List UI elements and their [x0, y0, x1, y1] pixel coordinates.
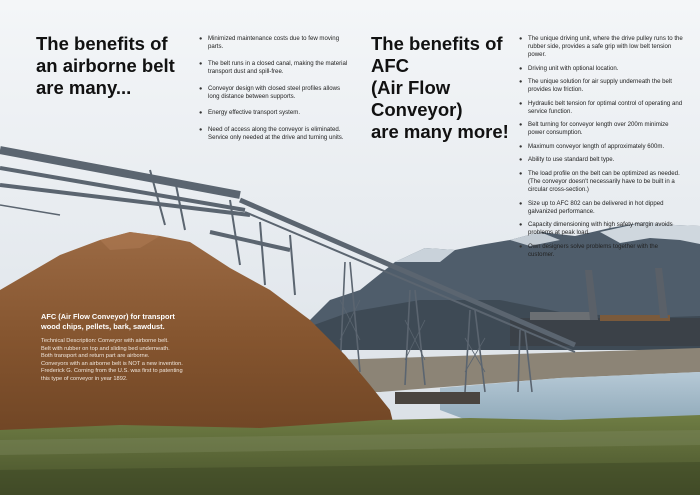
list-item: ● Hydraulic belt tension for optimal control of operating and service function. [519, 100, 684, 116]
caption-title-line: AFC (Air Flow Conveyor) for transport [41, 312, 175, 321]
caption-title-line: wood chips, pellets, bark, sawdust. [41, 322, 165, 331]
caption-title [41, 312, 241, 332]
caption-body-line: Technical Description: Conveyor with airborne belt. [41, 338, 169, 344]
list-item: ● Ability to use standard belt type. [519, 156, 684, 164]
left-title-line: The benefits of [36, 33, 168, 54]
list-item: ● Energy effective transport system. [199, 109, 351, 117]
list-item: ● The unique solution for air supply underneath the belt provides low friction. [519, 78, 684, 94]
caption-body-line: Belt with rubber on top and sliding bed underneath. [41, 345, 170, 352]
list-item: ● Maximum conveyor length of approximately 600m. [519, 143, 684, 151]
left-title [36, 33, 201, 99]
list-item: ● The load profile on the belt can be optimized as needed. (The conveyor doesn't necessarily have to be built in a circular cross-section.) [519, 170, 684, 194]
list-item: ● Need of access along the conveyor is eliminated. Service only needed at the drive and turning units. [199, 126, 351, 142]
list-item: ● The unique driving unit, where the drive pulley runs to the rubber side, provides a safe grip with low belt tension power. [519, 35, 684, 59]
caption-body-line: Conveyors with an airborne belt is NOT a new invention. [41, 360, 183, 367]
left-title-line: are many... [36, 77, 132, 98]
list-item: ● Driving unit with optional location. [519, 65, 684, 73]
caption-body-line: Frederick G. Corning from the U.S. was first to patenting [41, 368, 183, 375]
list-item: ● Capacity dimensioning with high safety margin avoids problems at peak load. [519, 221, 684, 237]
list-item: ● Belt turning for conveyor length over 200m minimize power consumption. [519, 121, 684, 137]
photo-caption [41, 312, 241, 384]
caption-body-line: this type of conveyor in year 1892. [41, 375, 128, 382]
right-title-line: The benefits of AFC [371, 33, 503, 76]
right-title-line: are many more! [371, 121, 509, 142]
caption-body [41, 338, 241, 384]
right-benefits-list [519, 35, 684, 264]
left-title-line: an airborne belt [36, 55, 175, 76]
caption-body-line: Both transport and return part are airborne. [41, 353, 150, 360]
list-item: ● Conveyor design with closed steel profiles allows long distance between supports. [199, 85, 351, 101]
list-item: ● Own designers solve problems together with the customer. [519, 243, 684, 259]
right-title [371, 33, 511, 143]
list-item: ● Minimized maintenance costs due to few moving parts. [199, 35, 351, 51]
left-benefits-list [199, 35, 351, 151]
dock [395, 392, 480, 404]
list-item: ● The belt runs in a closed canal, making the material transport dust and spill-free. [199, 60, 351, 76]
right-title-line: (Air Flow Conveyor) [371, 77, 463, 120]
list-item: ● Size up to AFC 802 can be delivered in hot dipped galvanized performance. [519, 200, 684, 216]
